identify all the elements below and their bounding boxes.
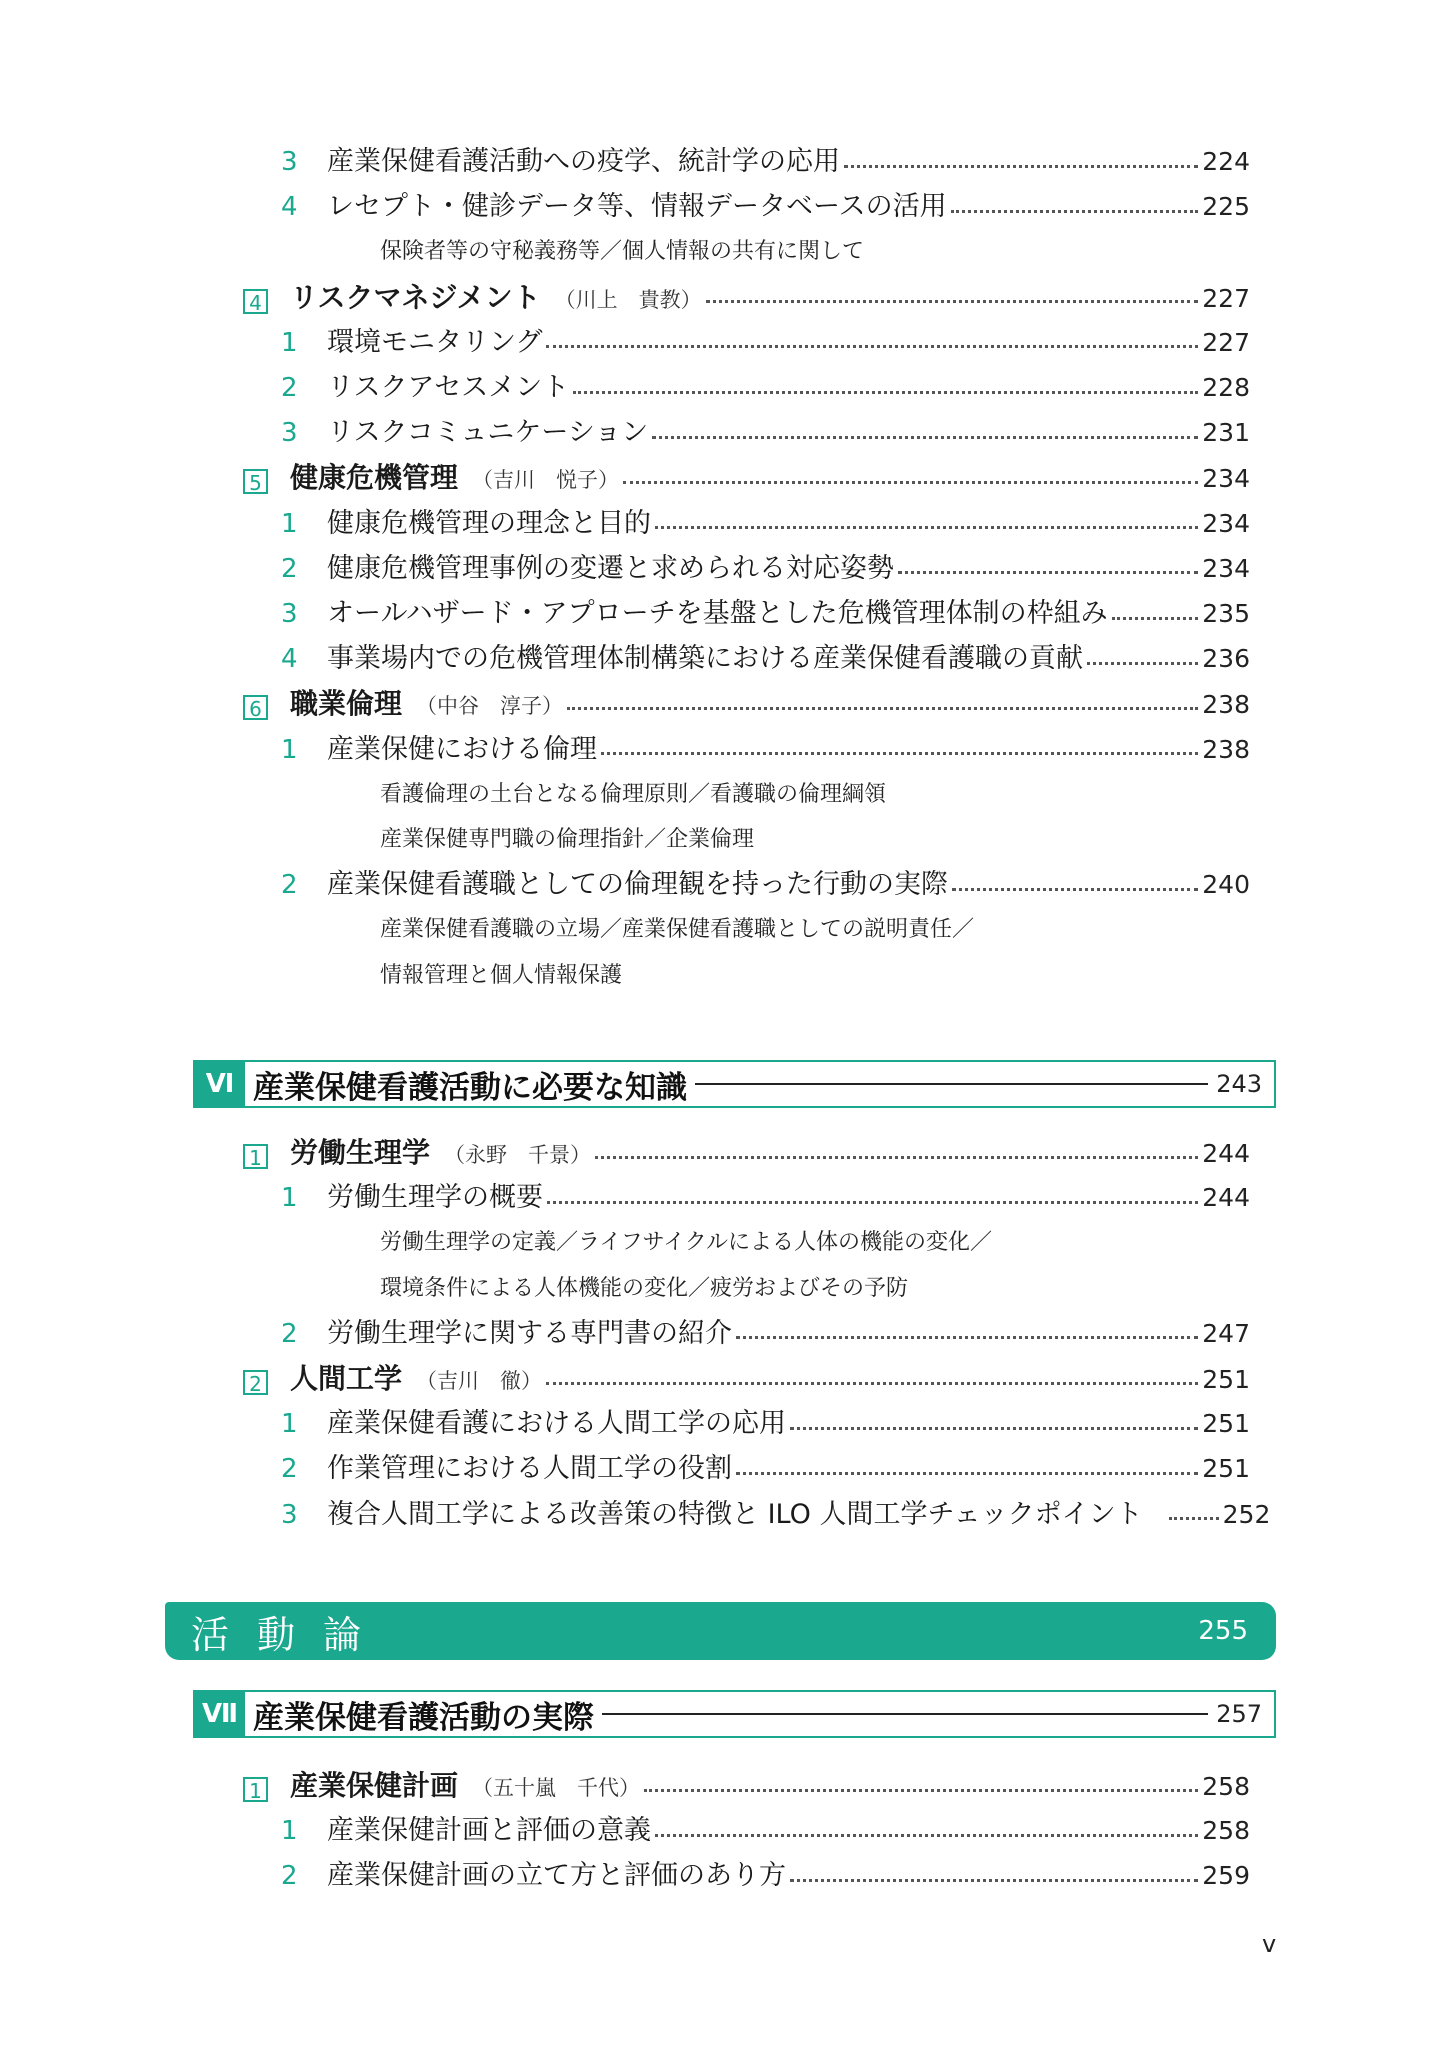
subsection-number: 1: [281, 327, 298, 358]
entry-author: （吉川 徹）: [416, 1369, 543, 1393]
entry-title: 産業保健計画と評価の意義: [327, 1815, 651, 1847]
toc-subsection[interactable]: [275, 504, 1250, 544]
subsection-number: 3: [281, 1499, 298, 1530]
dot-leader: [652, 436, 1198, 439]
dot-leader: [736, 1472, 1198, 1475]
subsection-number: 2: [281, 373, 298, 403]
toc-subsection[interactable]: [275, 730, 1250, 770]
section-number-box: 2: [243, 1370, 268, 1395]
entry-title: リスクアセスメント: [327, 372, 570, 403]
entry-author: （川上 貴教）: [554, 287, 702, 312]
entry-title: 健康危機管理の理念と目的: [327, 507, 651, 539]
subsection-number: 2: [281, 1318, 298, 1349]
toc-section[interactable]: [243, 458, 1250, 498]
entry-title: 人間工学: [290, 1362, 403, 1395]
entry-title: 産業保健看護における人間工学の応用: [327, 1408, 786, 1440]
toc-subsection[interactable]: [275, 1178, 1250, 1218]
entry-title: 健康危機管理事例の変遷と求められる対応姿勢: [327, 552, 894, 584]
toc-subsection[interactable]: [275, 368, 1250, 408]
entry-author: （永野 千景）: [444, 1143, 592, 1167]
subsection-number: 4: [281, 644, 298, 675]
entry-title: 環境モニタリング: [327, 326, 543, 358]
entry-title: 産業保健看護職としての倫理観を持った行動の実際: [327, 869, 948, 901]
chapter-heading-vi[interactable]: [193, 1060, 1276, 1108]
entry-page: 258: [1202, 1772, 1250, 1801]
dot-leader: [655, 526, 1198, 529]
dot-leader: [844, 165, 1198, 168]
part-page: 255: [1198, 1616, 1248, 1646]
dot-leader: [567, 707, 1198, 710]
toc-subsection[interactable]: [275, 142, 1250, 182]
subsection-number: 2: [281, 1454, 298, 1485]
entry-page: 227: [1202, 283, 1250, 313]
chapter-title: 産業保健看護活動に必要な知識: [253, 1069, 687, 1106]
entry-title: 複合人間工学による改善策の特徴と ILO 人間工学チェックポイント: [327, 1498, 1143, 1530]
entry-title: 健康危機管理: [290, 461, 459, 495]
dot-leader: [573, 391, 1198, 394]
entry-page: 251: [1202, 1454, 1250, 1484]
entry-title: 産業保健における倫理: [327, 733, 597, 765]
dot-leader: [1087, 662, 1198, 665]
dot-leader: [623, 481, 1198, 484]
entry-page: 258: [1202, 1816, 1250, 1846]
toc-note: 看護倫理の土台となる倫理原則／看護職の倫理綱領: [380, 781, 887, 807]
entry-title: 労働生理学: [290, 1136, 431, 1169]
dot-leader: [1169, 1517, 1219, 1520]
toc-subsection[interactable]: [275, 1856, 1250, 1896]
toc-subsection[interactable]: [275, 323, 1250, 363]
part-banner[interactable]: [165, 1602, 1276, 1660]
entry-page: 259: [1202, 1861, 1250, 1891]
section-number-box: 4: [243, 289, 268, 314]
toc-subsection[interactable]: [275, 865, 1250, 905]
chapter-rule: [602, 1713, 1208, 1715]
dot-leader: [790, 1879, 1198, 1882]
chapter-heading-vii[interactable]: [193, 1690, 1276, 1738]
subsection-number: 1: [281, 734, 298, 765]
toc-subsection[interactable]: [275, 187, 1250, 227]
subsection-number: 1: [281, 508, 298, 539]
toc-subsection[interactable]: [275, 1811, 1250, 1851]
subsection-number: 1: [281, 1409, 298, 1440]
entry-title: 産業保健計画の立て方と評価のあり方: [327, 1860, 786, 1892]
entry-page: 252: [1222, 1499, 1271, 1529]
dot-leader: [546, 345, 1198, 348]
entry-page: 240: [1202, 870, 1250, 900]
toc-subsection[interactable]: [275, 413, 1250, 453]
chapter-page: 243: [1216, 1070, 1262, 1098]
entry-page: 251: [1202, 1365, 1250, 1394]
entry-author: （吉川 悦子）: [472, 468, 620, 493]
entry-title: 労働生理学の概要: [327, 1182, 543, 1214]
dot-leader: [1112, 617, 1199, 620]
entry-page: 231: [1202, 418, 1250, 448]
dot-leader: [736, 1336, 1198, 1339]
dot-leader: [595, 1156, 1198, 1159]
entry-page: 228: [1202, 373, 1250, 402]
entry-page: 234: [1202, 464, 1250, 494]
subsection-number: 3: [281, 599, 298, 629]
entry-page: 238: [1202, 734, 1250, 764]
entry-title: 産業保健看護活動への疫学、統計学の応用: [327, 146, 840, 177]
chapter-number: Ⅶ: [195, 1692, 245, 1736]
toc-subsection[interactable]: [275, 1314, 1250, 1354]
subsection-number: 2: [281, 870, 298, 901]
dot-leader: [644, 1789, 1198, 1792]
dot-leader: [952, 888, 1198, 891]
entry-page: 247: [1202, 1318, 1250, 1348]
entry-title: 事業場内での危機管理体制構築における産業保健看護職の貢献: [327, 643, 1083, 675]
chapter-rule: [695, 1083, 1208, 1085]
toc-section[interactable]: [243, 1133, 1250, 1173]
toc-subsection[interactable]: [275, 594, 1250, 634]
entry-page: 244: [1202, 1139, 1250, 1168]
entry-title: 労働生理学に関する専門書の紹介: [327, 1317, 732, 1349]
dot-leader: [790, 1427, 1198, 1430]
toc-subsection[interactable]: [275, 639, 1250, 679]
entry-page: 234: [1202, 553, 1250, 583]
entry-page: 225: [1202, 192, 1250, 222]
toc-subsection[interactable]: [275, 1495, 1271, 1535]
dot-leader: [898, 571, 1198, 574]
toc-note: 産業保健専門職の倫理指針／企業倫理: [380, 827, 755, 852]
toc-note: 情報管理と個人情報保護: [380, 962, 623, 988]
entry-title: 職業倫理: [290, 687, 403, 721]
entry-title: オールハザード・アプローチを基盤とした危機管理体制の枠組み: [327, 598, 1108, 629]
subsection-number: 2: [281, 1861, 298, 1892]
subsection-number: 1: [281, 1183, 298, 1214]
page-folio: v: [1262, 1930, 1277, 1958]
section-number-box: 1: [243, 1777, 268, 1802]
dot-leader: [655, 1834, 1198, 1837]
section-number-box: 6: [243, 695, 268, 720]
dot-leader: [951, 210, 1199, 213]
entry-page: 235: [1202, 599, 1250, 628]
toc-note: 保険者等の守秘義務等／個人情報の共有に関して: [380, 239, 865, 265]
subsection-number: 3: [281, 147, 298, 177]
toc-subsection[interactable]: [275, 549, 1250, 589]
subsection-number: 3: [281, 418, 298, 449]
toc-subsection[interactable]: [275, 1449, 1250, 1489]
entry-page: 236: [1202, 644, 1250, 674]
toc-section[interactable]: [243, 1766, 1250, 1806]
dot-leader: [601, 752, 1198, 755]
toc-section[interactable]: [243, 278, 1250, 318]
entry-author: （中谷 淳子）: [416, 694, 564, 719]
section-number-box: 1: [243, 1144, 268, 1169]
entry-title: 作業管理における人間工学の役割: [327, 1453, 732, 1485]
entry-title: 産業保健計画: [290, 1769, 459, 1802]
entry-page: 244: [1202, 1183, 1250, 1213]
subsection-number: 1: [281, 1816, 298, 1847]
entry-page: 227: [1202, 327, 1250, 357]
chapter-number: Ⅵ: [195, 1062, 245, 1106]
entry-page: 238: [1202, 690, 1250, 720]
entry-page: 224: [1202, 147, 1250, 176]
subsection-number: 4: [281, 192, 298, 223]
toc-section[interactable]: [243, 1359, 1250, 1399]
section-number-box: 5: [243, 469, 268, 494]
toc-section[interactable]: [243, 684, 1250, 724]
toc-note: 産業保健看護職の立場／産業保健看護職としての説明責任／: [380, 917, 975, 943]
entry-title: リスクコミュニケーション: [327, 417, 649, 449]
entry-author: （五十嵐 千代）: [472, 1776, 641, 1800]
toc-subsection[interactable]: [275, 1404, 1250, 1444]
entry-page: 234: [1202, 508, 1250, 538]
dot-leader: [547, 1201, 1198, 1204]
entry-title: リスクマネジメント: [290, 280, 541, 314]
entry-title: レセプト・健診データ等、情報データベースの活用: [327, 191, 947, 223]
entry-page: 251: [1202, 1409, 1250, 1439]
subsection-number: 2: [281, 553, 298, 584]
chapter-page: 257: [1216, 1700, 1262, 1728]
part-title: 活動論: [191, 1612, 390, 1657]
dot-leader: [546, 1382, 1198, 1385]
toc-note: 労働生理学の定義／ライフサイクルによる人体の機能の変化／: [380, 1230, 993, 1256]
dot-leader: [706, 300, 1199, 303]
toc-note: 環境条件による人体機能の変化／疲労およびその予防: [380, 1275, 909, 1301]
chapter-title: 産業保健看護活動の実際: [253, 1699, 594, 1736]
